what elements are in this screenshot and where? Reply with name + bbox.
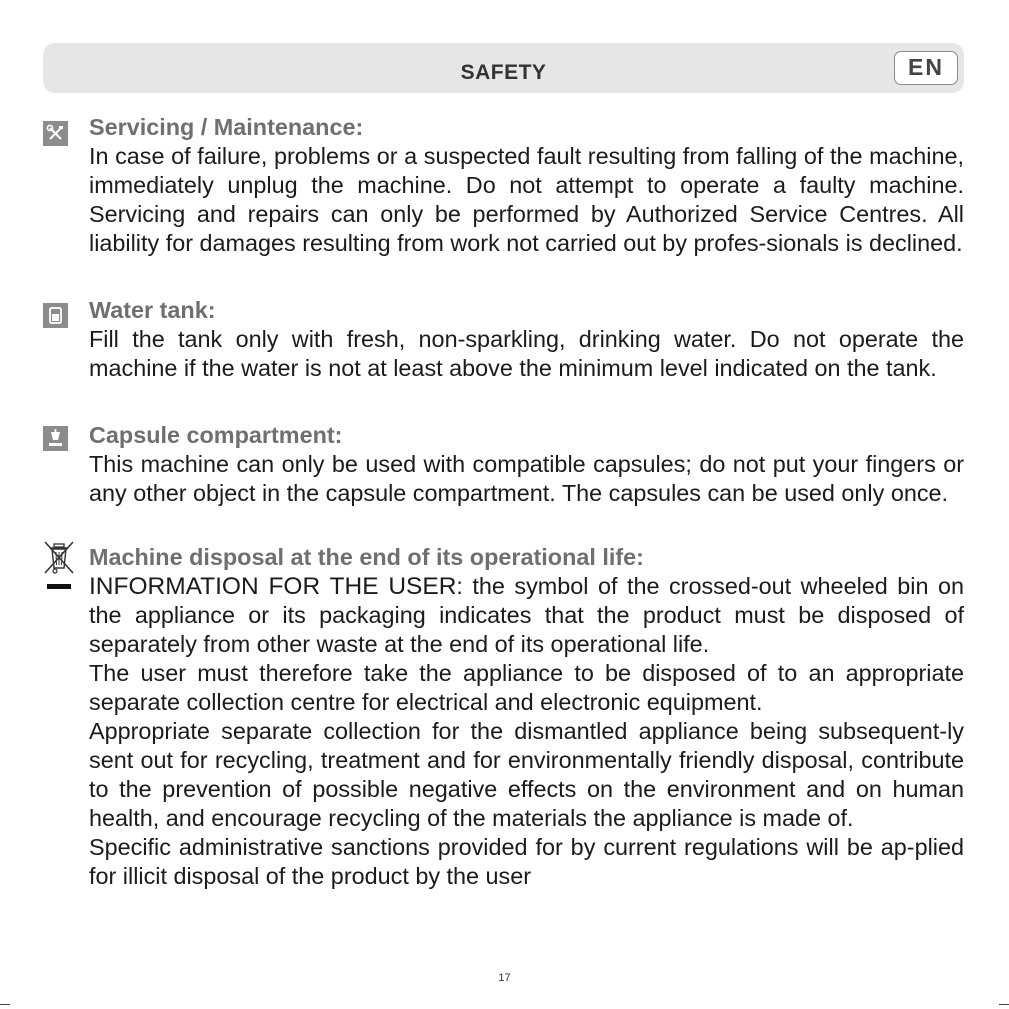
information-for-user-label: INFORMATION FOR THE USER <box>89 573 457 600</box>
section-heading: Water tank: <box>89 297 216 323</box>
information-for-user-text: : the symbol of the crossed-out wheeled bin on the appliance or its packaging indicates that the product must be disposed of separately from other waste at the end of its operational life. <box>89 573 964 657</box>
section-paragraph: In case of failure, problems or a suspected fault resulting from falling of the machine, immediately unplug the machine. Do not attempt to operate a faulty machine. Servicing and repairs can only be performed by Authorized Service Centres. All liability for damages resulting from work not carried out by profes-sionals is declined. <box>89 143 964 256</box>
section-paragraph: This machine can only be used with compatible capsules; do not put your fingers or any other object in the capsule compartment. The capsules can be used only once. <box>89 451 964 506</box>
section-heading: Capsule compartment: <box>89 422 343 448</box>
section-heading: Servicing / Maintenance: <box>89 114 364 140</box>
section-paragraph: Specific administrative sanctions provided for by current regulations will be ap-plied for illicit disposal of the product by the user <box>89 834 964 889</box>
tools-icon <box>43 121 68 146</box>
section-paragraph: The user must therefore take the appliance to be disposed of to an appropriate separate collection centre for electrical and electronic equipment. <box>89 660 964 715</box>
language-badge: EN <box>894 51 958 85</box>
water-tank-icon <box>43 303 68 328</box>
section-heading: Machine disposal at the end of its operational life: <box>89 544 644 570</box>
header-bar <box>43 43 964 93</box>
crop-mark-right <box>999 1004 1009 1005</box>
capsule-compartment-icon <box>43 426 68 451</box>
crop-mark-left <box>0 1004 10 1005</box>
section-paragraph <box>89 572 964 659</box>
page-number: 17 <box>498 972 511 984</box>
page-title: SAFETY <box>460 61 547 84</box>
section-paragraph: Fill the tank only with fresh, non-sparkling, drinking water. Do not operate the machine if the water is not at least above the minimum level indicated on the tank. <box>89 326 964 381</box>
crossed-out-bin-icon <box>41 540 77 592</box>
section-paragraph: Appropriate separate collection for the dismantled appliance being subsequent-ly sent out for recycling, treatment and for environmentally friendly disposal, contribute to the prevention of possible negative effects on the environment and on human health, and encourage recycling of the materials the appliance is made of. <box>89 718 964 831</box>
